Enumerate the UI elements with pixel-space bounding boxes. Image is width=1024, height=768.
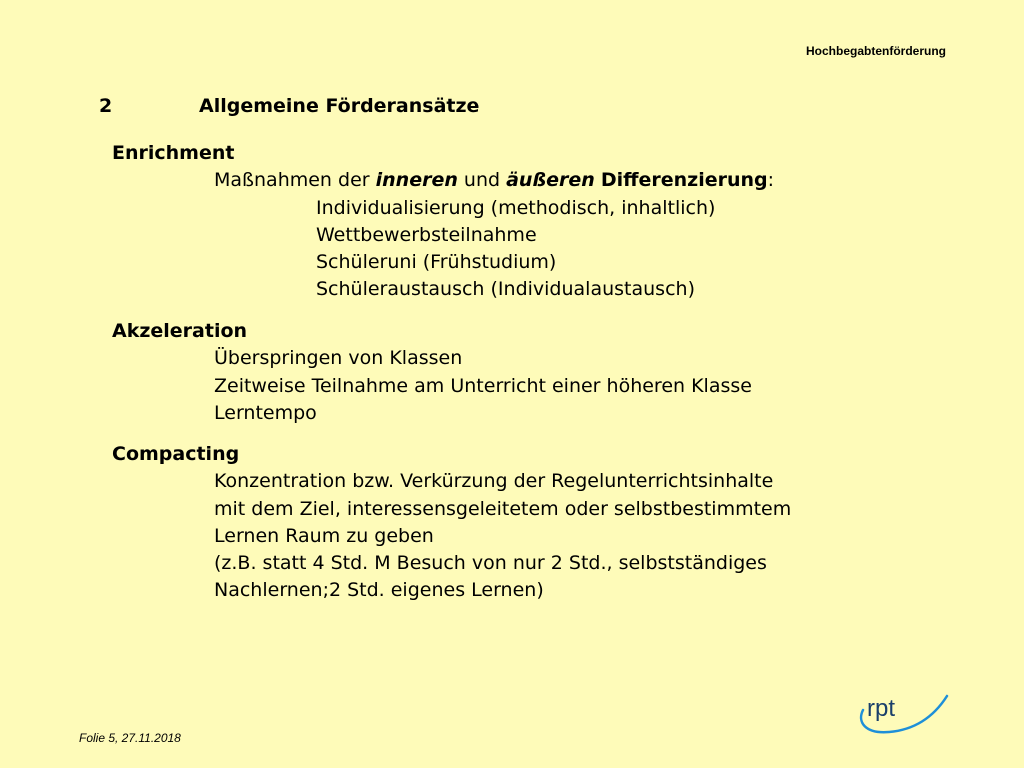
compacting-line: (z.B. statt 4 Std. M Besuch von nur 2 Std., selbstständiges xyxy=(214,552,767,575)
akzeleration-section xyxy=(112,318,752,427)
enrichment-item: Schüleraustausch (Individualaustausch) xyxy=(316,278,695,301)
rpt-logo xyxy=(855,690,951,736)
enrichment-intro-pre: Maßnahmen der xyxy=(214,169,376,192)
slide-title: Allgemeine Förderansätze xyxy=(199,95,480,117)
compacting-line: Nachlernen;2 Std. eigenes Lernen) xyxy=(214,579,544,602)
header-title: Hochbegabtenförderung xyxy=(806,44,946,58)
compacting-section xyxy=(112,441,791,605)
akzeleration-item: Zeitweise Teilnahme am Unterricht einer höheren Klasse xyxy=(214,374,752,397)
compacting-line: mit dem Ziel, interessensgeleitetem oder selbstbestimmtem xyxy=(214,497,792,520)
compacting-line: Lernen Raum zu geben xyxy=(214,524,434,547)
enrichment-intro-colon: : xyxy=(767,169,775,192)
akzeleration-item: Lerntempo xyxy=(214,401,317,424)
compacting-heading: Compacting xyxy=(112,443,240,465)
enrichment-heading: Enrichment xyxy=(112,142,235,164)
logo-text: rpt xyxy=(867,695,896,722)
enrichment-intro-outer: äußeren xyxy=(506,169,595,192)
enrichment-section xyxy=(112,140,774,304)
akzeleration-item: Überspringen von Klassen xyxy=(214,347,463,370)
akzeleration-heading: Akzeleration xyxy=(112,320,248,342)
enrichment-intro-inner: inneren xyxy=(375,169,458,192)
compacting-line: Konzentration bzw. Verkürzung der Regelunterrichtsinhalte xyxy=(214,470,774,493)
enrichment-intro-mid: und xyxy=(457,169,507,192)
slide-number: 2 xyxy=(99,95,113,117)
enrichment-intro-diff: Differenzierung xyxy=(600,169,768,192)
enrichment-item: Individualisierung (methodisch, inhaltlich) xyxy=(316,196,716,219)
enrichment-item: Schüleruni (Frühstudium) xyxy=(316,251,557,274)
enrichment-item: Wettbewerbsteilnahme xyxy=(316,223,537,246)
enrichment-intro xyxy=(112,167,774,194)
slide-footer: Folie 5, 27.11.2018 xyxy=(79,731,181,745)
